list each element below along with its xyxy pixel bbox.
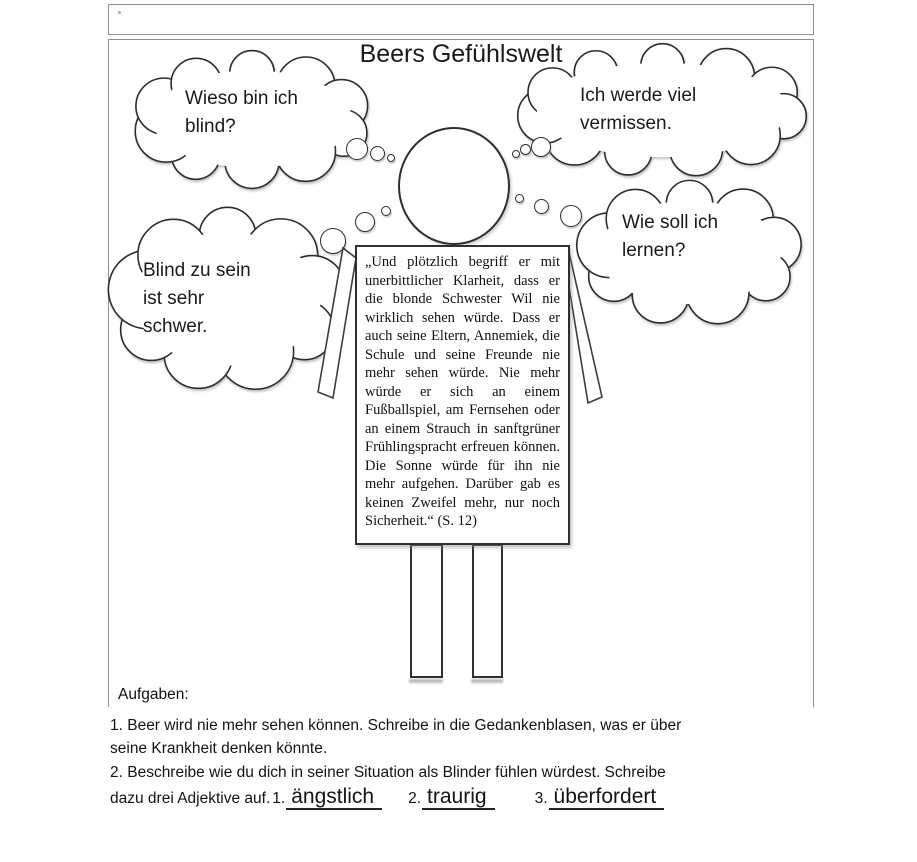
- task-2: [110, 761, 850, 811]
- left-arm-shape: [318, 248, 356, 398]
- thought-trail-bubble: [355, 212, 375, 232]
- answer-2-text: traurig: [422, 785, 495, 810]
- thought-trail-bubble: [370, 146, 385, 161]
- bubble-text-blind-hard: Blind zu sein ist sehr schwer.: [143, 260, 251, 337]
- quote-box: [355, 245, 570, 545]
- thought-bubble-why-blind: [137, 55, 367, 183]
- page-title: Beers Gefühlswelt: [359, 40, 563, 68]
- task-1: [110, 714, 770, 760]
- answer-3-text: überfordert: [549, 785, 665, 810]
- thought-trail-bubble: [515, 194, 524, 203]
- thought-trail-bubble: [520, 144, 531, 155]
- header-dot: [118, 11, 121, 14]
- thought-trail-bubble: [346, 138, 368, 160]
- answer-blank-3: [534, 785, 665, 808]
- task-1-line-2: seine Krankheit denken könnte.: [110, 740, 328, 757]
- answer-3-number: 3.: [534, 790, 548, 807]
- task-2-line-1: 2. Beschreibe wie du dich in seiner Situation als Blinder fühlen würdest. Schreibe: [110, 764, 666, 781]
- bubble-text-why-blind: Wieso bin ich blind?: [185, 88, 298, 137]
- left-leg: [410, 544, 443, 678]
- figure-head: [398, 127, 510, 245]
- answer-blank-1: [272, 785, 382, 808]
- thought-trail-bubble: [560, 205, 582, 227]
- thought-trail-bubble: [381, 206, 391, 216]
- bubble-text-how-learn: Wie soll ich lernen?: [622, 212, 719, 261]
- answer-1-number: 1.: [272, 790, 286, 807]
- thought-trail-bubble: [387, 154, 395, 162]
- thought-trail-bubble: [534, 199, 549, 214]
- answer-blank-2: [408, 785, 494, 808]
- answer-1-text: ängstlich: [286, 785, 382, 810]
- right-leg: [472, 544, 503, 678]
- bubble-text-will-miss: Ich werde viel vermissen.: [580, 85, 697, 134]
- quote-text: „Und plötzlich begriff er mit unerbittlicher Klarheit, dass er die blonde Schwester Wil nie wirklich sehen würde. Dass er auch seine Eltern, Annemiek, die Schule und seine Freunde nie mehr sehen würde. Nie mehr würde er sich an einem Fußballspiel, am Fernsehen oder an einem Strauch in sanftgrüner Frühlingspracht erfreuen können. Die Sonne würde für ihn nie mehr aufgehen. Darüber gab es keinen Zweifel mehr, nur noch Sicherheit.“ (S. 12): [365, 254, 560, 529]
- thought-trail-bubble: [531, 137, 551, 157]
- left-leg-shadow: [409, 679, 443, 683]
- thought-trail-bubble: [512, 150, 520, 158]
- task-2-line-2: dazu drei Adjektive auf.: [110, 790, 271, 807]
- right-leg-shadow: [471, 679, 503, 683]
- tasks-heading: Aufgaben:: [118, 686, 189, 703]
- answer-2-number: 2.: [408, 790, 422, 807]
- task-1-line-1: 1. Beer wird nie mehr sehen können. Schreibe in die Gedankenblasen, was er über: [110, 717, 682, 734]
- header-box: [108, 4, 814, 35]
